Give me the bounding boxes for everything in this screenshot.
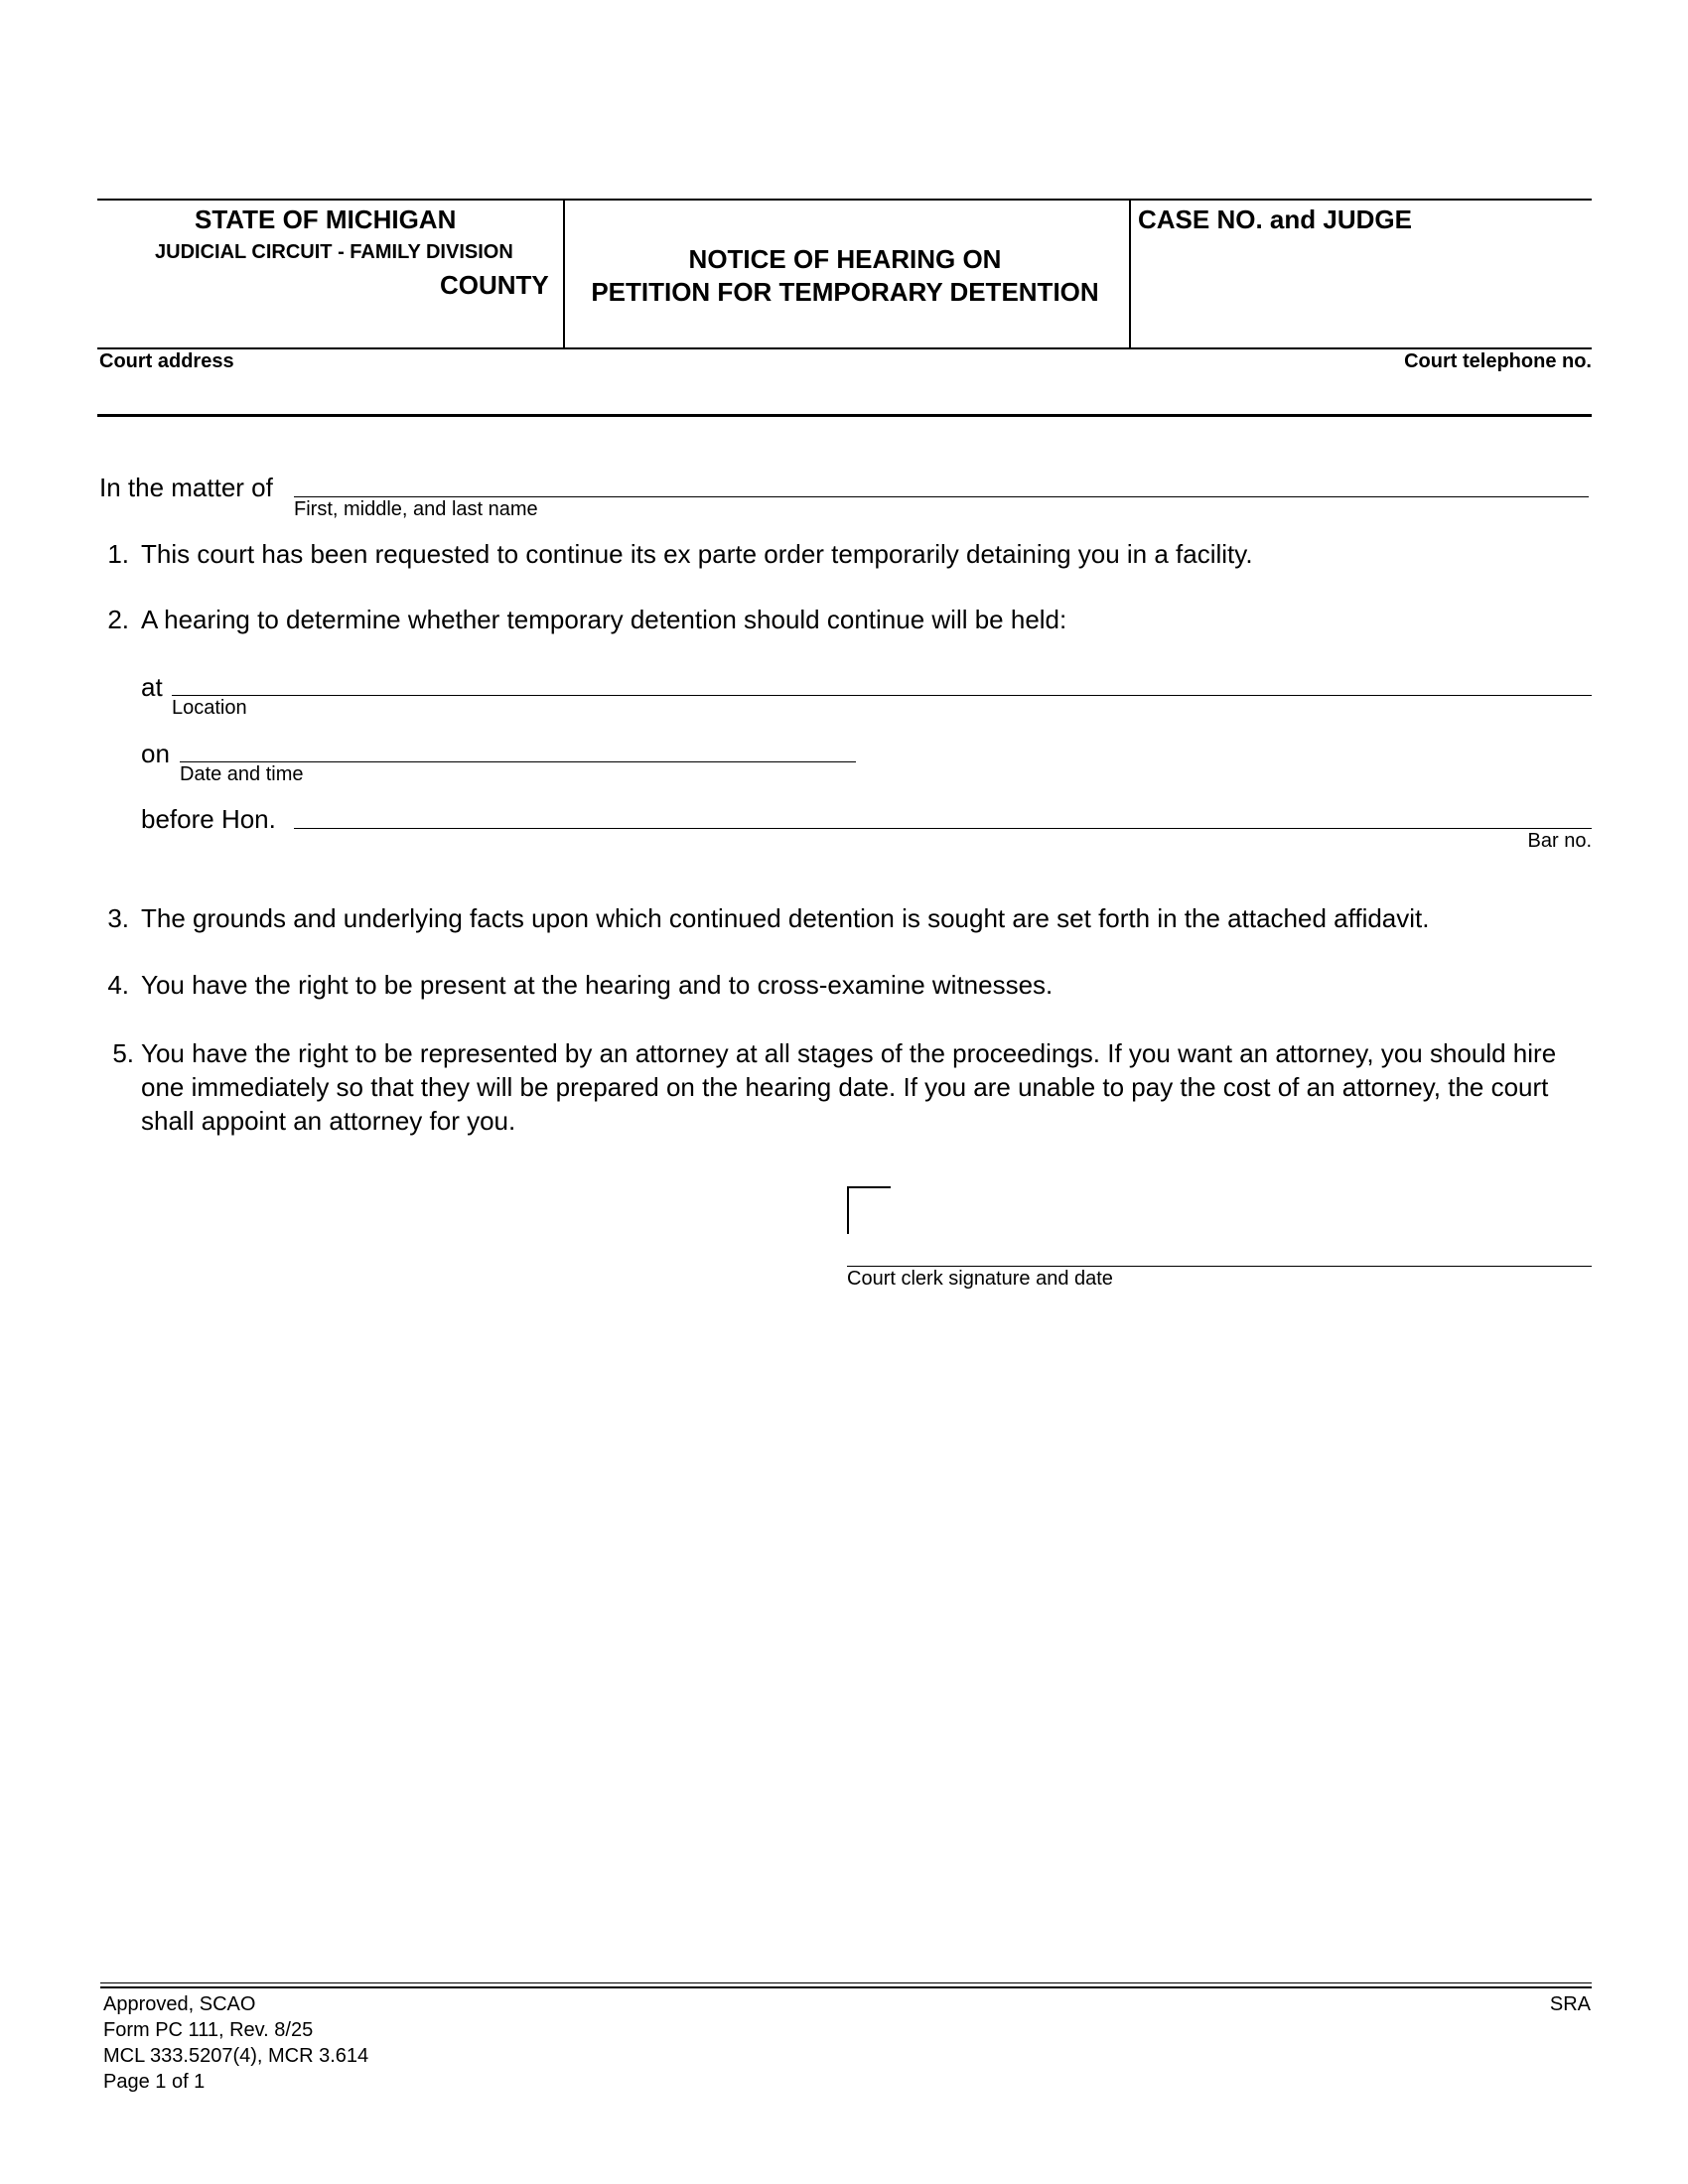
item4-number: 4. (107, 970, 129, 1000)
on-label: on (141, 739, 170, 768)
item5-number: 5. (112, 1038, 134, 1068)
item2-number: 2. (107, 605, 129, 634)
location-caption: Location (172, 697, 247, 719)
matter-name-field[interactable] (294, 496, 1589, 497)
signature-caption: Court clerk signature and date (847, 1268, 1113, 1290)
judge-name-field[interactable] (294, 828, 1592, 829)
signature-field[interactable] (847, 1266, 1592, 1267)
footer-form-number: Form PC 111, Rev. 8/25 (103, 2019, 314, 2041)
item1-number: 1. (107, 539, 129, 569)
footer-rule-top (100, 1982, 1592, 1983)
form-title-line2: PETITION FOR TEMPORARY DETENTION (591, 277, 1099, 307)
circuit-label: JUDICIAL CIRCUIT - FAMILY DIVISION (155, 241, 513, 263)
footer-rule-bottom (100, 1986, 1592, 1988)
court-phone-label: Court telephone no. (1404, 350, 1592, 372)
county-label: COUNTY (440, 270, 549, 300)
date-time-caption: Date and time (180, 763, 304, 785)
form-title-line1: NOTICE OF HEARING ON (688, 244, 1002, 274)
footer-approved: Approved, SCAO (103, 1993, 256, 2015)
date-time-field[interactable] (180, 761, 856, 762)
signature-corner-mark (847, 1186, 891, 1234)
address-bottom-rule (97, 414, 1592, 417)
bar-no-caption: Bar no. (1527, 830, 1592, 852)
state-label: STATE OF MICHIGAN (195, 205, 457, 234)
matter-label: In the matter of (99, 473, 273, 502)
location-field[interactable] (172, 695, 1592, 696)
before-hon-label: before Hon. (141, 804, 276, 834)
item5-paragraph (112, 1036, 1601, 1138)
footer-citation: MCL 333.5207(4), MCR 3.614 (103, 2045, 369, 2067)
item3-text: The grounds and underlying facts upon which continued detention is sought are set forth in the attached affidavit. (141, 903, 1430, 933)
item2-text: A hearing to determine whether temporary detention should continue will be held: (141, 605, 1067, 634)
item5-text: You have the right to be represented by an attorney at all stages of the proceedings. If you want an attorney, you should hire one immediately so that they will be prepared on the hearing date. If you are unable to pay the cost of an attorney, the court shall appoint an attorney for you. (141, 1038, 1557, 1136)
header-top-rule (97, 199, 1592, 201)
item3-number: 3. (107, 903, 129, 933)
court-address-label: Court address (99, 350, 234, 372)
footer-page-number: Page 1 of 1 (103, 2071, 206, 2093)
at-label: at (141, 672, 163, 702)
matter-name-caption: First, middle, and last name (294, 498, 538, 520)
header-divider-right (1129, 199, 1131, 348)
item1-text: This court has been requested to continue its ex parte order temporarily detaining you in a facility. (141, 539, 1253, 569)
header-bottom-rule (97, 347, 1592, 349)
item4-text: You have the right to be present at the hearing and to cross-examine witnesses. (141, 970, 1054, 1000)
case-no-label: CASE NO. and JUDGE (1138, 205, 1412, 234)
footer-code: SRA (1549, 1993, 1591, 2015)
